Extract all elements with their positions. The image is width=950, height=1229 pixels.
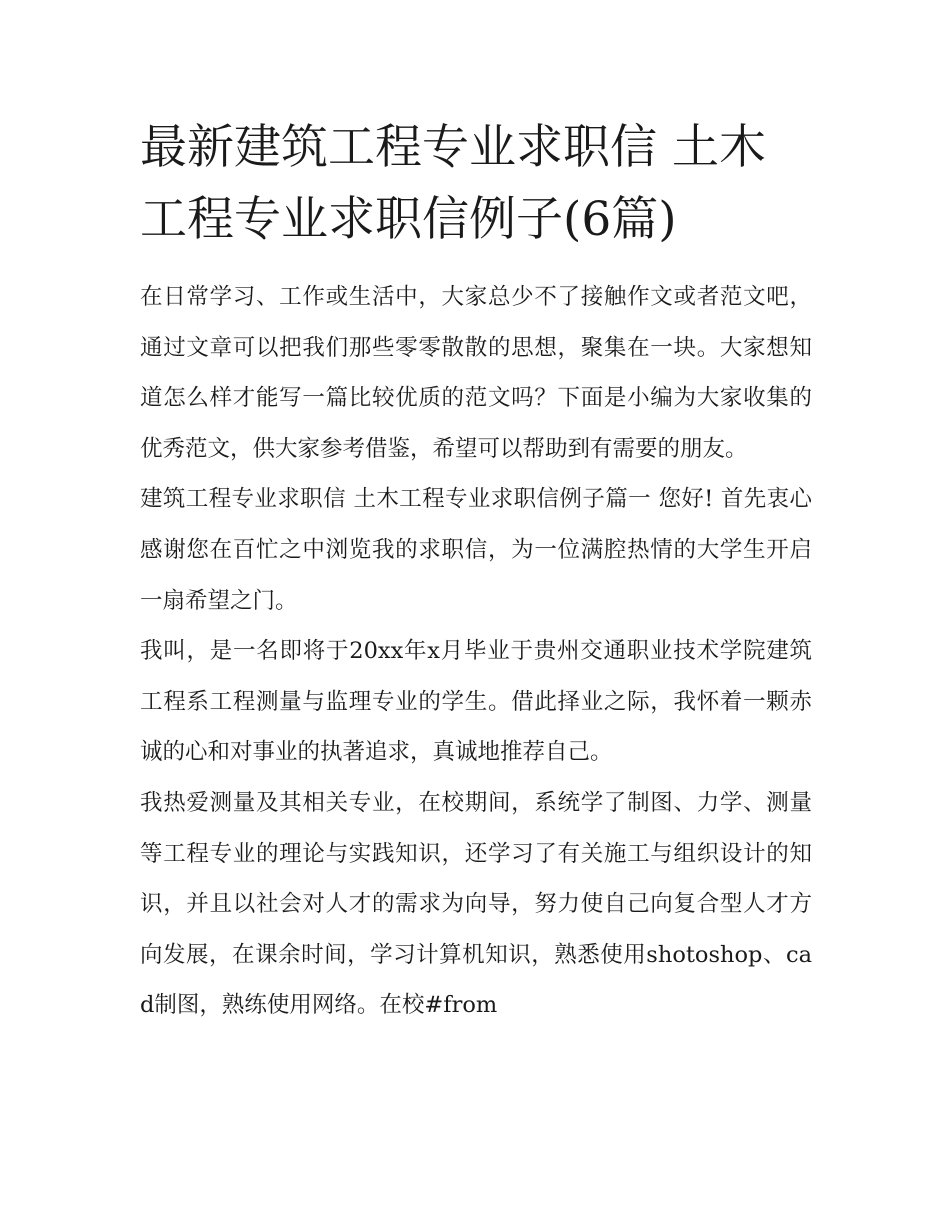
paragraph-studies: 我热爱测量及其相关专业，在校期间，系统学了制图、力学、测量等工程专业的理论与实践知识，还学习了有关施工与组织设计的知识，并且以社会对人才的需求为向导，努力使自己向复合型人才方向发展，在课余时间，学习计算机知识，熟悉使用shotoshop、cad制图，熟练使用网络。在校#from (140, 789, 812, 1019)
paragraph-greeting: 建筑工程专业求职信 土木工程专业求职信例子篇一 您好! 首先衷心感谢您在百忙之中浏览我的求职信，为一位满腔热情的大学生开启一扇希望之门。 (140, 486, 812, 614)
document-title: 最新建筑工程专业求职信 土木工程专业求职信例子(6篇) (140, 120, 766, 247)
paragraph-intro: 在日常学习、工作或生活中，大家总少不了接触作文或者范文吧，通过文章可以把我们那些零零散散的思想，聚集在一块。大家想知道怎么样才能写一篇比较优质的范文吗？下面是小编为大家收集的优秀范文，供大家参考借鉴，希望可以帮助到有需要的朋友。 (140, 284, 812, 462)
paragraph-self-introduction: 我叫，是一名即将于20xx年x月毕业于贵州交通职业技术学院建筑工程系工程测量与监理专业的学生。借此择业之际，我怀着一颗赤诚的心和对事业的执著追求，真诚地推荐自己。 (140, 638, 812, 766)
document-page (140, 112, 812, 1031)
